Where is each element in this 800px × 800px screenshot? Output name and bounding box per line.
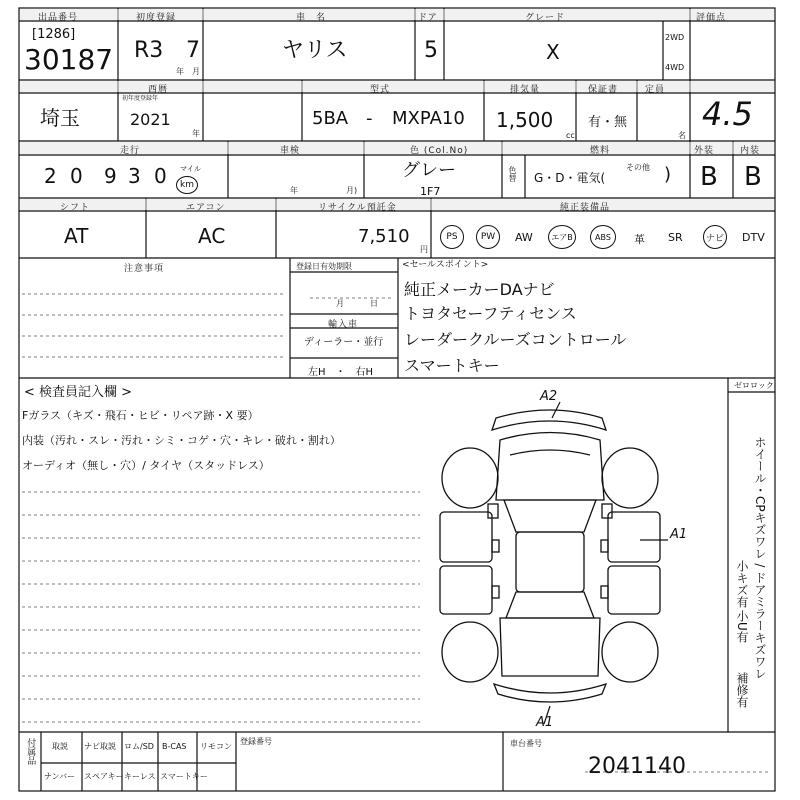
year-sub-label: 初年度登録年 [122,95,159,102]
accessory-spare-key: スペアキー [84,772,124,781]
displacement-value: 1,500 [496,108,554,132]
sales-point-4: スマートキー [404,356,500,375]
dealer-parallel-option: ディーラー・並行 [304,337,384,348]
interior-note: 内装（汚れ・スレ・汚れ・シミ・コゲ・穴・キレ・破れ・割れ） [22,434,341,447]
accessory-plate: ナンバー [44,772,76,781]
capacity-label: 定員 [645,85,666,95]
shift-value: AT [64,224,89,248]
sales-points-label: <セールスポイント> [402,260,489,270]
equipment-sunroof: SR [668,231,683,244]
windshield-note: Fガラス（キズ・飛石・ヒビ・リペア跡・X 要） [22,409,259,422]
accessory-rom-sd: ロム/SD [124,742,154,751]
handwritten-note-repair: 補修有 [735,672,749,708]
equipment-pw-circled: PW [476,225,500,249]
type-dash: - [366,108,373,129]
fuel-options: G・D・電気( [534,171,606,185]
wheel-mirror-note: ホイール・CPキズワレ / ドアミラーキズワレ [753,436,767,680]
equipment-navi-circled: ナビ [703,225,727,249]
import-car-label: 輸入車 [328,320,359,330]
handle-side-option: 左H ・ 右H [308,367,374,378]
interior-label: 内装 [740,146,761,156]
caution-label: 注意事項 [124,264,165,274]
door-label: ドア [418,13,438,23]
warranty-options: 有・無 [588,115,628,130]
registration-era: R3 [134,38,164,63]
drive-2wd-option: 2WD [665,33,685,42]
recycle-fee-label: リサイクル預託金 [318,203,397,213]
color-change-label: 色替 [508,166,517,182]
equipment-abs-circled: ABS [590,225,616,249]
km-unit-circled: km [176,176,198,194]
warranty-label: 保証書 [588,85,619,95]
first-registration-label: 初度登録 [136,13,177,23]
year-mark-2: 年 [192,129,200,138]
handwritten-note-small-dent: 小U有 [735,610,749,643]
interior-grade: B [744,162,762,192]
person-unit: 名 [678,131,686,140]
zero-lock-label: ゼロロック [734,381,774,390]
score-label: 評価点 [696,13,727,23]
equipment-label: 純正装備品 [560,203,611,213]
accessory-keyless: キーレス [124,772,156,781]
fuel-label: 燃料 [590,146,611,156]
door-count: 5 [424,38,438,63]
accessories-label: 付属品 [25,738,36,765]
mileage-digit-3: 9 [104,164,117,188]
grade-label: グレード [525,13,566,23]
type-label: 型式 [370,85,391,95]
ac-label: エアコン [186,203,226,213]
diagram-mark-front: A2 [540,389,558,404]
lot-prefix: [1286] [32,27,76,42]
color-code: 1F7 [420,185,441,198]
color-name: グレー [402,160,456,181]
equipment-ps-circled: PS [440,225,464,249]
handwritten-note-small-scratch: 小キズ有 [735,560,749,608]
sales-point-2: トヨタセーフティセンス [404,304,577,323]
exterior-grade: B [700,162,718,192]
lot-number-label: 出品番号 [38,13,79,23]
model-name: ヤリス [282,38,348,63]
accessory-manual: 取説 [52,742,68,751]
diagram-mark-right: A1 [670,527,688,542]
yen-unit: 円 [420,245,428,254]
sales-point-1: 純正メーカーDAナビ [404,280,555,299]
accessory-smart-key: スマートキー [160,772,208,781]
equipment-aw: AW [515,231,533,244]
mileage-label: 走行 [120,146,141,156]
displacement-label: 排気量 [510,85,541,95]
inspector-section-title: < 検査員記入欄 > [24,385,133,400]
inspection-year-mark: 年 [290,186,298,195]
chassis-number: 2041140 [588,754,686,779]
grade-value: X [546,40,560,64]
chassis-number-label: 車台番号 [510,739,542,748]
month-mark: 月 [192,67,200,76]
model-year-value: 2021 [130,110,171,129]
notes-month-mark: 月 [336,299,344,308]
ac-value: AC [198,224,226,248]
import-date-label: 登録日有効期限 [296,262,352,271]
lot-number: 30187 [24,43,114,76]
type-code: MXPA10 [392,108,465,129]
recycle-fee-value: 7,510 [358,226,410,247]
sales-point-3: レーダークルーズコントロール [404,330,627,349]
diagram-mark-rear: A1 [536,715,554,730]
fuel-other-label: その他 [626,163,650,172]
equipment-dtv: DTV [742,231,765,244]
inspection-month-mark: 月) [346,186,358,195]
notes-day-mark: 日 [370,299,378,308]
fuel-close-paren: ) [664,164,672,185]
equipment-leather: 革 [634,233,645,246]
mileage-digit-5: 0 [154,164,167,188]
cc-unit: cc [566,131,575,140]
exterior-label: 外装 [694,146,715,156]
mileage-digit-4: 3 [128,164,141,188]
type-prefix: 5BA [312,108,349,129]
model-label: 車 名 [296,13,327,23]
accessory-navi-manual: ナビ取説 [84,742,116,751]
shift-label: シフト [60,203,91,213]
inspection-label: 車検 [280,146,301,156]
year-mark: 年 [176,67,184,76]
color-label: 色 (Col.No) [410,146,469,156]
registration-number-label: 登録番号 [240,737,272,746]
mileage-digit-1: 2 [44,164,57,188]
accessory-remote: リモコン [200,742,232,751]
mile-unit: マイル [180,165,201,173]
mileage-digit-2: 0 [70,164,83,188]
drive-4wd-option: 4WD [665,63,685,72]
region-value: 埼玉 [40,106,80,130]
registration-month: 7 [186,38,200,63]
year-label: 西暦 [148,85,169,95]
score-handwritten: 4.5 [702,95,753,133]
audio-tire-note: オーディオ（無し・穴）/ タイヤ（スタッドレス） [22,459,270,472]
equipment-airbag-circled: エアB [548,225,576,249]
accessory-bcas: B-CAS [162,742,187,751]
